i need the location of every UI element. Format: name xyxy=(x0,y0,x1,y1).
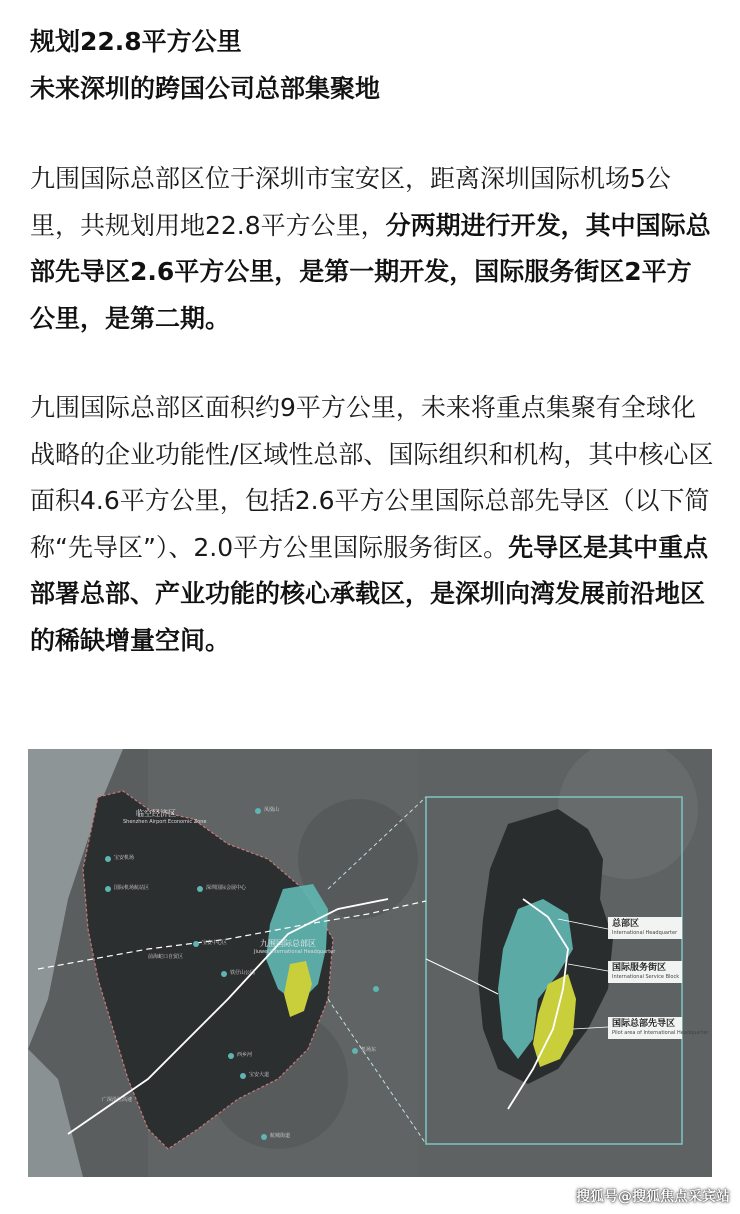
map-label-small-10: 机场东 xyxy=(361,1047,377,1053)
map-label-small-12: 航城街道 xyxy=(270,1133,291,1139)
heading-line-1: 规划22.8平方公里 xyxy=(30,27,242,56)
map-label-small-9: 宝安大道 xyxy=(249,1072,270,1078)
heading-line-2: 未来深圳的跨国公司总部集聚地 xyxy=(30,74,381,103)
paragraph-2-bold: 先导区是其中重点部署总部、产业功能的核心承载区，是深圳向湾发展前沿地区的稀缺增量空间。 xyxy=(30,532,709,655)
map-label-zone-service-en: International Service Block xyxy=(612,974,680,980)
map-label-hq-area-en: Jiuwei International Headquarter xyxy=(254,949,336,955)
map-label-zone-service: 国际服务街区 xyxy=(612,963,667,973)
map-label-hq-area: 九围国际总部区 xyxy=(260,939,316,948)
watermark: 搜狐号@搜狐焦点采宾站 xyxy=(576,1189,730,1205)
map-label-small-1: 宝安机场 xyxy=(114,855,135,861)
map-label-airport-zone: 临空经济区 xyxy=(136,809,176,818)
map-graphic xyxy=(28,749,712,1177)
map-label-zone-pilot-en: Pilot area of International Headquarter xyxy=(612,1030,709,1036)
map-label-small-4: 凤凰山 xyxy=(264,807,280,813)
paragraph-2-normal: 九围国际总部区面积约9平方公里，未来将重点集聚有全球化战略的企业功能性/区域性总部、国际组织和机构，其中核心区面积4.6平方公里，包括2.6平方公里国际总部先导区（以下简称“先导区”）、2.0平方公里国际服务街区。 xyxy=(30,393,714,562)
map-label-small-8: 西乡河 xyxy=(237,1052,253,1058)
paragraph-1 xyxy=(30,156,716,342)
map-label-zone-pilot: 国际总部先导区 xyxy=(612,1019,676,1029)
map-label-small-11: 广深沿江高速 xyxy=(102,1097,133,1103)
heading xyxy=(30,18,720,112)
map-label-small-6: 前海蛇口自贸区 xyxy=(148,954,184,960)
paragraph-1-bold: 分两期进行开发，其中国际总部先导区2.6平方公里，是第一期开发，国际服务街区2平方公里，是第二期。 xyxy=(30,210,711,333)
map-label-zone-hq-en: International Headquarter xyxy=(612,930,678,936)
map-label-small-3: 深圳国际会展中心 xyxy=(206,885,247,891)
map-label-small-5: 宝安中心区 xyxy=(202,940,228,946)
planning-map-image xyxy=(28,749,712,1177)
map-label-zone-hq: 总部区 xyxy=(612,919,640,929)
map-label-small-2: 国际机场航站区 xyxy=(114,885,150,891)
paragraph-1-normal: 九围国际总部区位于深圳市宝安区，距离深圳国际机场5公里，共规划用地22.8平方公里， xyxy=(30,164,671,240)
map-label-airport-zone-en: Shenzhen Airport Economic Zone xyxy=(123,819,207,825)
paragraph-2 xyxy=(30,385,716,664)
map-label-small-7: 铁仔山公园 xyxy=(230,970,256,976)
